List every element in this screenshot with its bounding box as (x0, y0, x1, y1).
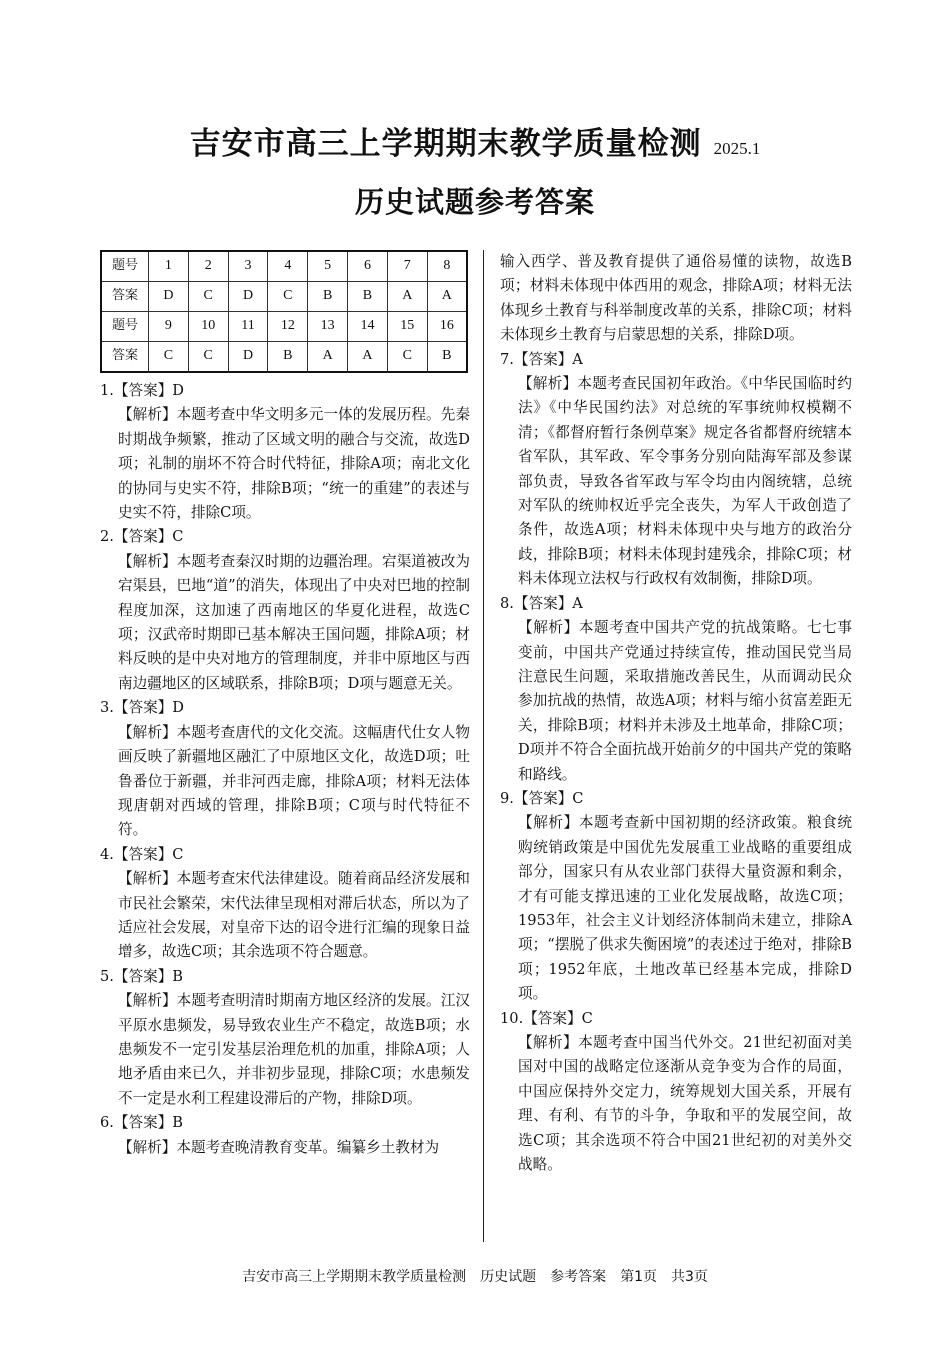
answer-table-cell: 5 (308, 251, 348, 282)
answer-table-cell: D (228, 282, 268, 312)
answer-table-cell: B (427, 342, 467, 373)
answer-item-explanation: 【解析】本题考查中国共产党的抗战策略。七七事变前，中国共产党通过持续宣传，推动国民党当局注意民生问题，采取措施改善民生，从而调动民众参加抗战的热情，故选A项；材料与缩小贫富差距无关，排除B项；材料并未涉及土地革命，排除C项；D项并不符合全面抗战开始前夕的中国共产党的策略和路线。 (518, 619, 852, 783)
answer-table-cell: A (348, 342, 388, 373)
answer-item-explanation: 【解析】本题考查秦汉时期的边疆治理。宕渠道被改为宕渠县，巴地“道”的消失，体现出了中央对巴地的控制程度加深，这加速了西南地区的华夏化进程，故选C项；汉武帝时期即已基本解决王国问题，排除A项；材料反映的是中央对地方的管理制度，并非中原地区与西南边疆地区的区域联系，排除B项；D项与题意无关。 (118, 552, 470, 692)
answer-table-cell: 7 (387, 251, 427, 282)
answer-item (100, 696, 470, 842)
answer-table-cell: 9 (149, 312, 189, 342)
answer-table-label: 题号 (101, 312, 149, 342)
answer-item-heading: 1.【答案】D (100, 382, 184, 399)
answer-table-cell: 12 (268, 312, 308, 342)
answer-item (500, 250, 852, 348)
right-column (500, 250, 852, 1177)
answer-item-heading: 8.【答案】A (500, 594, 583, 612)
answer-table-row (101, 312, 467, 342)
title-text: 吉安市高三上学期期末教学质量检测 (189, 126, 702, 162)
answer-item (100, 379, 470, 525)
answer-item-heading: 4.【答案】C (100, 845, 184, 863)
answer-table-cell: C (149, 342, 189, 373)
answer-item-heading: 10.【答案】C (500, 1009, 593, 1027)
answer-table-row (101, 251, 467, 282)
answer-table-cell: A (427, 282, 467, 312)
answer-table-cell: 6 (348, 251, 388, 282)
answer-item-explanation: 【解析】本题考查明清时期南方地区经济的发展。江汉平原水患频发，易导致农业生产不稳定，故选B项；水患频发不一定引发基层治理危机的加重，排除A项；人地矛盾由来已久，并非初步显现，排除C项；水患频发不一定是水利工程建设滞后的产物，排除D项。 (118, 992, 470, 1107)
answer-table-label: 答案 (101, 342, 149, 373)
answer-table-cell: A (308, 342, 348, 373)
answer-table-cell: 13 (308, 312, 348, 342)
answer-table-cell: 3 (228, 251, 268, 282)
answer-item-explanation: 【解析】本题考查晚清教育变革。编纂乡土教材为 (118, 1138, 440, 1156)
answer-table-cell: 11 (228, 312, 268, 342)
left-answer-list (100, 379, 470, 1160)
left-column (100, 250, 470, 1160)
answer-item-heading: 3.【答案】D (100, 699, 184, 717)
answer-item-heading: 2.【答案】C (100, 528, 184, 546)
answer-table-cell: D (228, 342, 268, 373)
answer-item-explanation: 【解析】本题考查唐代的文化交流。这幅唐代仕女人物画反映了新疆地区融汇了中原地区文化，故选D项；吐鲁番位于新疆，并非河西走廊，排除A项；材料无法体现唐朝对西域的管理，排除B项；C项与时代特征不符。 (118, 723, 470, 839)
answer-table-cell: C (387, 342, 427, 373)
answer-item-explanation: 【解析】本题考查中华文明多元一体的发展历程。先秦时期战争频繁，推动了区域文明的融合与交流，故选D项；礼制的崩坏不符合时代特征，排除A项；南北文化的协同与史实不符，排除B项；“统一的重建”的表述与史实不符，排除C项。 (118, 406, 470, 522)
answer-item-explanation: 【解析】本题考查宋代法律建设。随着商品经济发展和市民社会繁荣，宋代法律呈现相对滞后状态，所以为了适应社会发展，对皇帝下达的诏令进行汇编的现象日益增多，故选C项；其余选项不符合题意。 (118, 870, 470, 961)
answer-item (500, 348, 852, 592)
answer-table-cell: 14 (348, 312, 388, 342)
answer-table-label: 答案 (101, 282, 149, 312)
answer-table-cell: B (268, 342, 308, 373)
answer-table-cell: 4 (268, 251, 308, 282)
answer-item (500, 1007, 852, 1178)
column-divider (483, 250, 484, 1242)
page-subtitle: 历史试题参考答案 (354, 185, 595, 219)
answer-item (100, 965, 470, 1111)
answer-table-cell: B (348, 282, 388, 312)
answer-table-cell: B (308, 282, 348, 312)
answer-item (500, 592, 852, 787)
right-answer-list (500, 250, 852, 1177)
answer-table-row (101, 342, 467, 373)
answer-item (100, 1111, 470, 1160)
answer-item-explanation: 【解析】本题考查民国初年政治。《中华民国临时约法》《中华民国约法》对总统的军事统帅权模糊不清；《都督府暂行条例草案》规定各省都督府统辖本省军队，其军政、军令事务分别向陆海军部及参谋部负责，导致各省军政与军令均由内阁统辖，总统对军队的统帅权近乎完全丧失，为军人干政创造了条件，故选A项；材料未体现中央与地方的政治分歧，排除B项；材料未体现封建残余，排除C项；材料未体现立法权与行政权有效制衡，排除D项。 (518, 375, 852, 588)
answer-table-cell: 1 (149, 251, 189, 282)
answer-table (100, 250, 468, 373)
answer-table-row (101, 282, 467, 312)
exam-date: 2025.1 (713, 139, 761, 158)
answer-table-cell: 10 (188, 312, 228, 342)
answer-table-label: 题号 (101, 251, 149, 282)
answer-item-explanation: 输入西学、普及教育提供了通俗易懂的读物，故选B项；材料未体现中体西用的观念，排除A项；材料无法体现乡土教育与科举制度改革的关系，排除C项；材料未体现乡土教育与启蒙思想的关系，排除D项。 (500, 253, 852, 344)
answer-table-cell: 16 (427, 312, 467, 342)
page-footer: 吉安市高三上学期期末教学质量检测 历史试题 参考答案 第1页 共3页 (242, 1269, 708, 1285)
answer-table-cell: 8 (427, 251, 467, 282)
answer-item (100, 525, 470, 696)
answer-item (100, 843, 470, 965)
answer-item (500, 787, 852, 1007)
answer-table-cell: D (149, 282, 189, 312)
answer-table-cell: C (268, 282, 308, 312)
answer-table-cell: C (188, 342, 228, 373)
answer-item-heading: 7.【答案】A (500, 350, 583, 368)
answer-table-cell: C (188, 282, 228, 312)
answer-table-cell: A (387, 282, 427, 312)
answer-item-explanation: 【解析】本题考查新中国初期的经济政策。粮食统购统销政策是中国优先发展重工业战略的重要组成部分，国家只有从农业部门获得大量资源和剩余，才有可能支撑迅速的工业化发展战略，故选C项；1953年，社会主义计划经济体制尚未建立，排除A项；“摆脱了供求失衡困境”的表述过于绝对，排除B项；1952年底，土地改革已经基本完成，排除D项。 (518, 814, 852, 1003)
answer-item-heading: 6.【答案】B (100, 1114, 184, 1132)
answer-item-explanation: 【解析】本题考查中国当代外交。21世纪初面对美国对中国的战略定位逐渐从竞争变为合作的局面，中国应保持外交定力，统筹规划大国关系，开展有理、有利、有节的斗争，争取和平的发展空间，故选C项；其余选项不符合中国21世纪初的对美外交战略。 (518, 1034, 852, 1174)
answer-table-cell: 2 (188, 251, 228, 282)
answer-item-heading: 9.【答案】C (500, 789, 584, 807)
page-title (0, 118, 950, 163)
answer-item-heading: 5.【答案】B (100, 967, 184, 985)
answer-table-cell: 15 (387, 312, 427, 342)
